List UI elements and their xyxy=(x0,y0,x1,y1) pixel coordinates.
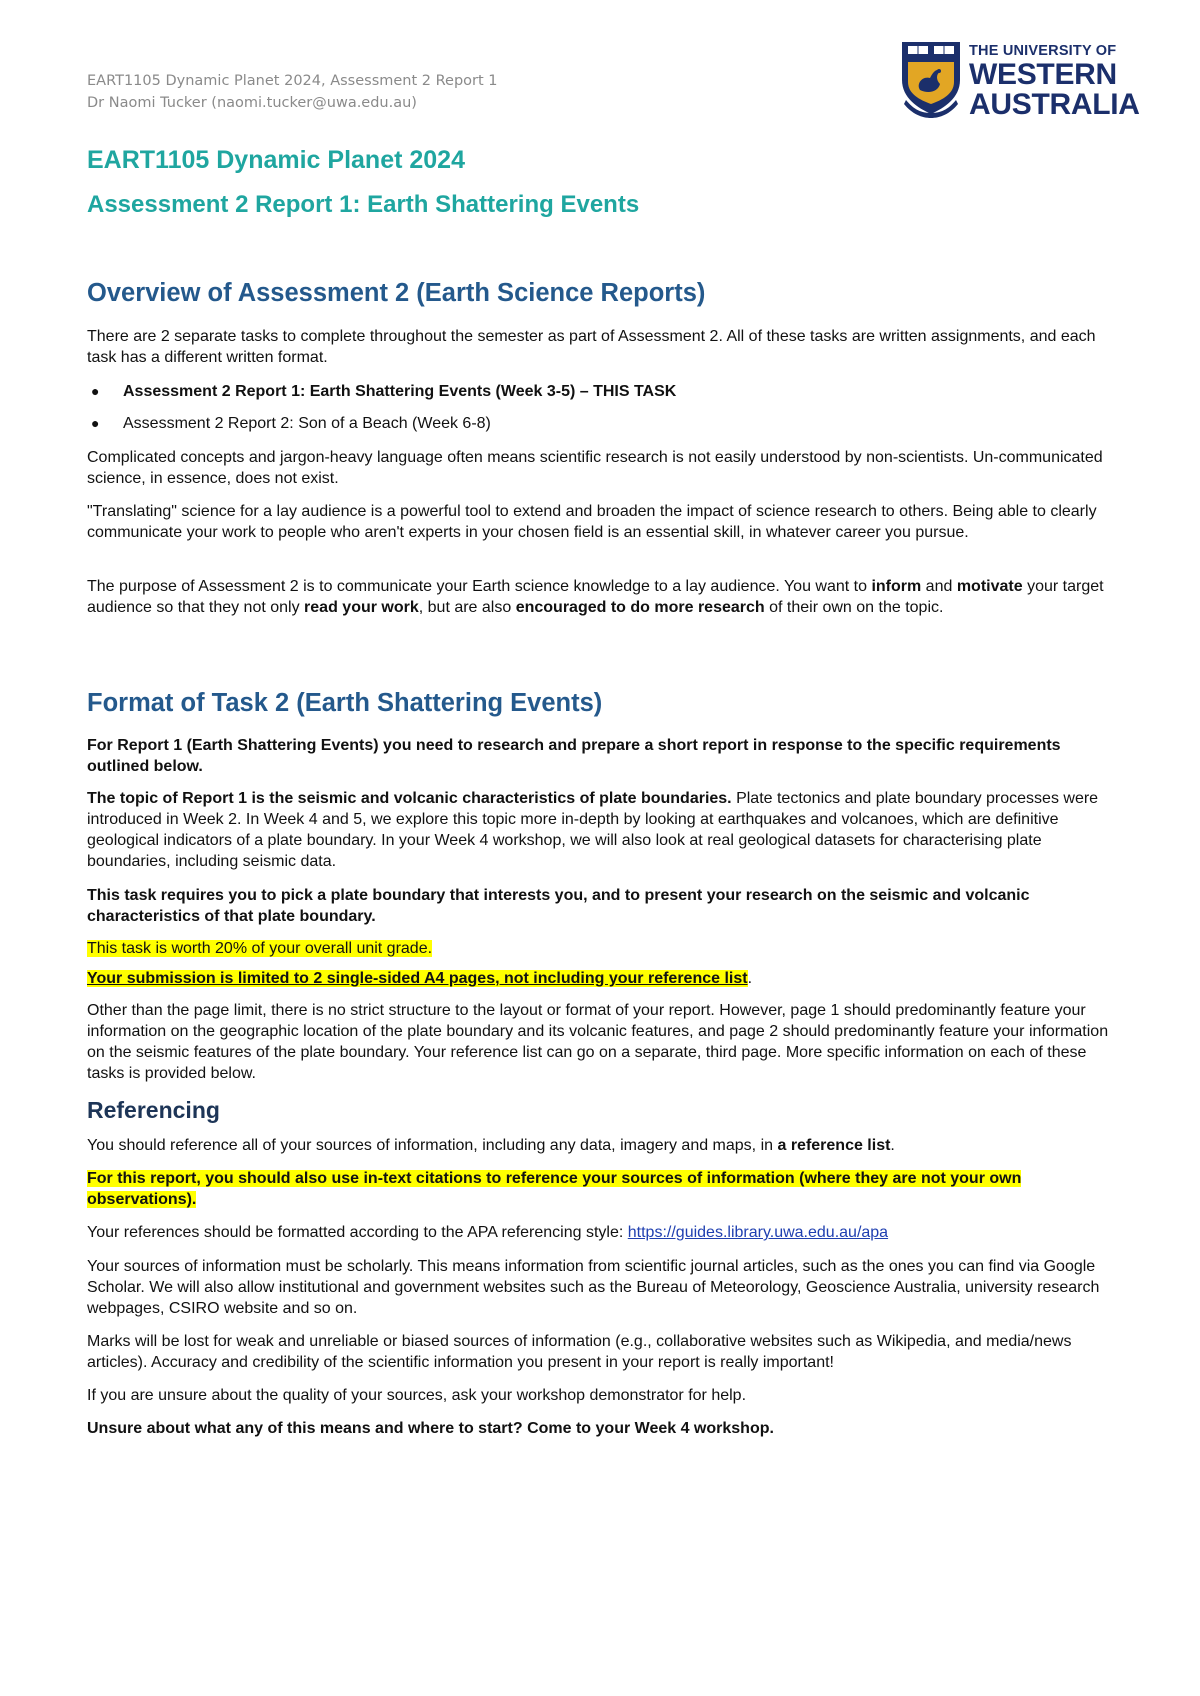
grade-weight-note: This task is worth 20% of your overall unit grade. xyxy=(87,940,433,957)
in-text-citation-note: For this report, you should also use in-text citations to reference your sources of information (where they are not your own observations). xyxy=(87,1170,1022,1208)
referencing-heading: Referencing xyxy=(87,1097,220,1123)
header-course-line: EART1105 Dynamic Planet 2024, Assessment 2 Report 1 xyxy=(87,73,498,89)
format-paragraph-2: The topic of Report 1 is the seismic and volcanic characteristics of plate boundaries. Plate tectonics and plate boundary processes were introduced in Week 2. In Week 4 and 5, we explore this topic more in-depth by looking at earthquakes and volcanoes, which are definitive geological indicators of a plate boundary. In your Week 4 workshop, we will also look at real geological datasets for characterising plate boundaries, including seismic data. xyxy=(87,790,1099,870)
task-list xyxy=(87,381,1122,445)
overview-paragraph-4: The purpose of Assessment 2 is to communicate your Earth science knowledge to a lay audience. You want to inform and motivate your target audience so that they not only read your work, but are also encouraged to do more research of their own on the topic. xyxy=(87,578,1104,616)
overview-paragraph-2: Complicated concepts and jargon-heavy language often means scientific research is not easily understood by non-scientists. Un-communicated science, in essence, does not exist. xyxy=(87,449,1103,487)
bullet-icon: ● xyxy=(91,383,100,399)
format-paragraph-6: Other than the page limit, there is no strict structure to the layout or format of your report. However, page 1 should predominantly feature your information on the geographic location of the plate boundary and its volcanic features, and page 2 should predominantly feature your information on the seismic features of the plate boundary. Your reference list can go on a separate, third page. More specific information on each of these tasks is provided below. xyxy=(87,1002,1109,1082)
format-heading: Format of Task 2 (Earth Shattering Events) xyxy=(87,689,603,717)
document-subtitle: Assessment 2 Report 1: Earth Shattering Events xyxy=(87,191,640,218)
referencing-paragraph-3: Your references should be formatted according to the APA referencing style: https://guides.library.uwa.edu.au/apa xyxy=(87,1224,889,1241)
referencing-paragraph-5: Marks will be lost for weak and unreliable or biased sources of information (e.g., collaborative websites such as Wikipedia, and media/news articles). Accuracy and credibility of the scientific information you present in your report is really important! xyxy=(87,1333,1072,1371)
format-paragraph-3: This task requires you to pick a plate boundary that interests you, and to present your research on the seismic and volcanic characteristics of that plate boundary. xyxy=(87,887,1030,925)
uwa-crest-icon xyxy=(898,40,964,120)
document-title: EART1105 Dynamic Planet 2024 xyxy=(87,146,465,174)
logo-line-2: WESTERN xyxy=(969,58,1117,91)
header-author-line: Dr Naomi Tucker (naomi.tucker@uwa.edu.au) xyxy=(87,95,417,111)
task-list-item xyxy=(87,381,1122,413)
format-paragraph-1: For Report 1 (Earth Shattering Events) you need to research and prepare a short report in response to the specific requirements outlined below. xyxy=(87,737,1061,775)
logo-line-3: AUSTRALIA xyxy=(969,88,1140,121)
overview-heading: Overview of Assessment 2 (Earth Science Reports) xyxy=(87,279,706,307)
uwa-logo xyxy=(898,40,1140,122)
apa-guide-link[interactable]: https://guides.library.uwa.edu.au/apa xyxy=(627,1224,889,1241)
overview-paragraph-3: "Translating" science for a lay audience is a powerful tool to extend and broaden the impact of science research to others. Being able to clearly communicate your work to people who aren't experts in your chosen field is an essential skill, in whatever career you pursue. xyxy=(87,503,1097,541)
overview-paragraph-1: There are 2 separate tasks to complete throughout the semester as part of Assessment 2. All of these tasks are written assignments, and each task has a different written format. xyxy=(87,328,1096,366)
bullet-icon: ● xyxy=(91,415,100,431)
referencing-paragraph-1: You should reference all of your sources of information, including any data, imagery and maps, in a reference list. xyxy=(87,1137,895,1154)
page-limit-note: Your submission is limited to 2 single-sided A4 pages, not including your reference list. xyxy=(87,970,753,987)
referencing-paragraph-7: Unsure about what any of this means and where to start? Come to your Week 4 workshop. xyxy=(87,1420,774,1437)
task-1-label: Assessment 2 Report 1: Earth Shattering Events (Week 3-5) – THIS TASK xyxy=(123,383,677,400)
task-list-item xyxy=(87,413,1122,445)
task-2-label: Assessment 2 Report 2: Son of a Beach (Week 6-8) xyxy=(123,415,491,432)
referencing-paragraph-4: Your sources of information must be scholarly. This means information from scientific journal articles, such as the ones you can find via Google Scholar. We will also allow institutional and government websites such as the Bureau of Meteorology, Geoscience Australia, university research webpages, CSIRO website and so on. xyxy=(87,1258,1100,1317)
referencing-paragraph-6: If you are unsure about the quality of your sources, ask your workshop demonstrator for help. xyxy=(87,1387,747,1404)
logo-line-1: THE UNIVERSITY OF xyxy=(969,43,1117,59)
